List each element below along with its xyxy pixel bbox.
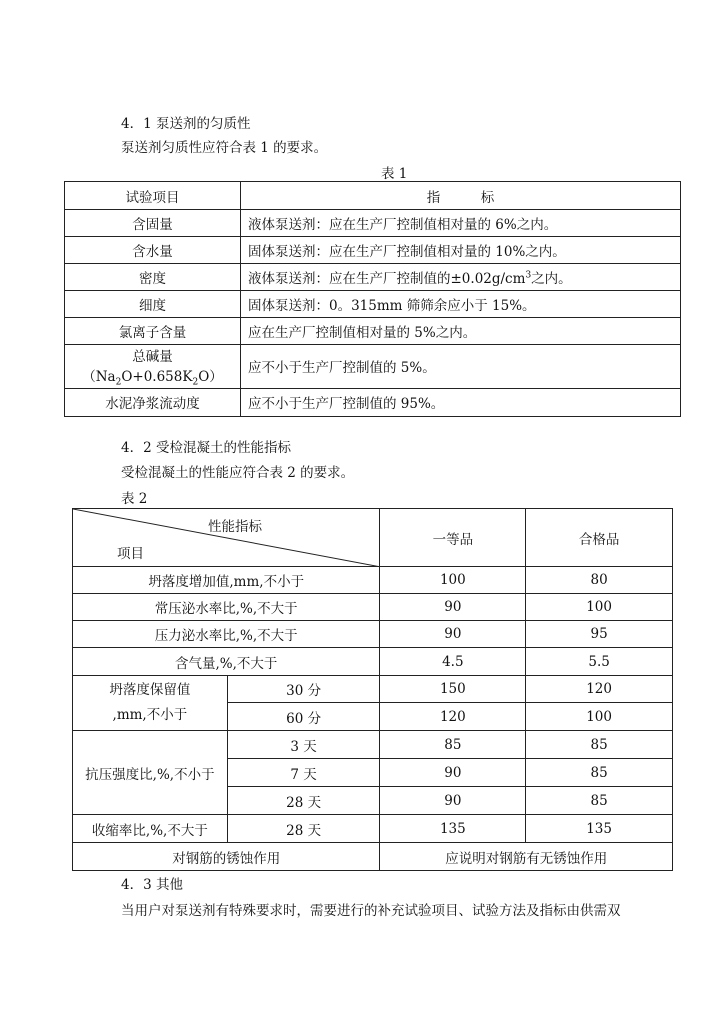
diagonal-header-cell bbox=[73, 509, 380, 567]
table-cell: 常压泌水率比,%,不大于 bbox=[73, 594, 380, 621]
table-cell: 应在生产厂控制值相对量的 5%之内。 bbox=[241, 318, 681, 345]
table-cell: 95 bbox=[526, 621, 673, 648]
table-1 bbox=[64, 181, 681, 417]
header-item: 项目 bbox=[117, 546, 144, 562]
table-cell: 7 天 bbox=[227, 759, 380, 787]
section-text-4-3: 当用户对泵送剂有特殊要求时，需要进行的补充试验项目、试验方法及指标由供需双 bbox=[121, 903, 621, 919]
table-cell: 90 bbox=[380, 759, 526, 787]
table-cell: 85 bbox=[526, 759, 673, 787]
table-cell bbox=[241, 264, 681, 291]
slump-label-line1: 坍落度保留值 bbox=[109, 682, 191, 698]
table-row bbox=[73, 621, 673, 648]
table-row bbox=[73, 676, 673, 703]
table-row bbox=[65, 291, 681, 318]
table-cell: 28 天 bbox=[227, 815, 380, 843]
section-text-4-1: 泵送剂匀质性应符合表 1 的要求。 bbox=[121, 140, 328, 156]
table-header-row bbox=[73, 509, 673, 567]
header-grade-first: 一等品 bbox=[380, 509, 526, 567]
table-cell: 135 bbox=[380, 815, 526, 843]
table-header-cell: 指 标 bbox=[241, 182, 681, 210]
table-header-row bbox=[65, 182, 681, 210]
table-cell: 细度 bbox=[65, 291, 241, 318]
table-row bbox=[65, 388, 681, 416]
cell-text: 之内。 bbox=[531, 271, 572, 287]
table-row bbox=[73, 594, 673, 621]
table-row bbox=[65, 318, 681, 345]
table-cell: 应说明对钢筋有无锈蚀作用 bbox=[380, 843, 673, 871]
table-cell: 85 bbox=[526, 731, 673, 759]
table-row bbox=[73, 648, 673, 676]
slump-label-line2: ,mm,不小于 bbox=[112, 707, 188, 723]
table-cell: 应不小于生产厂控制值的 5%。 bbox=[241, 345, 681, 389]
table-cell: 100 bbox=[526, 594, 673, 621]
table-header-cell: 试验项目 bbox=[65, 182, 241, 210]
table-cell: 90 bbox=[380, 621, 526, 648]
table-cell: 对钢筋的锈蚀作用 bbox=[73, 843, 380, 871]
table-row bbox=[73, 843, 673, 871]
table2-caption: 表 2 bbox=[121, 491, 148, 507]
table-cell: 固体泵送剂：应在生产厂控制值相对量的 10%之内。 bbox=[241, 237, 681, 264]
table-cell: 固体泵送剂：0。315mm 筛筛余应小于 15%。 bbox=[241, 291, 681, 318]
superscript: 3 bbox=[525, 270, 532, 281]
table-cell bbox=[73, 676, 228, 731]
section-text-4-2: 受检混凝土的性能应符合表 2 的要求。 bbox=[121, 465, 355, 481]
table-row bbox=[73, 567, 673, 594]
header-grade-pass: 合格品 bbox=[526, 509, 673, 567]
table-cell: 90 bbox=[380, 594, 526, 621]
table-row bbox=[73, 815, 673, 843]
table-cell: 120 bbox=[526, 676, 673, 703]
table-cell: 氯离子含量 bbox=[65, 318, 241, 345]
table-cell: 120 bbox=[380, 703, 526, 731]
table-row bbox=[73, 731, 673, 759]
table-2 bbox=[72, 508, 673, 871]
table-cell: 5.5 bbox=[526, 648, 673, 676]
table-cell: 60 分 bbox=[227, 703, 380, 731]
table-cell: 水泥净浆流动度 bbox=[65, 388, 241, 416]
table-cell: 坍落度增加值,mm,不小于 bbox=[73, 567, 380, 594]
cell-text: O+0.658K bbox=[121, 369, 193, 385]
table-cell: 80 bbox=[526, 567, 673, 594]
table-cell: 含气量,%,不大于 bbox=[73, 648, 380, 676]
cell-text: O） bbox=[198, 369, 223, 385]
section-heading-4-1: 4．1 泵送剂的匀质性 bbox=[121, 116, 251, 132]
header-performance: 性能指标 bbox=[208, 519, 262, 535]
cell-text: 总碱量（Na bbox=[82, 349, 173, 385]
cell-text: 液体泵送剂：应在生产厂控制值的±0.02g/cm bbox=[248, 271, 526, 287]
table-cell: 4.5 bbox=[380, 648, 526, 676]
table-cell: 85 bbox=[380, 731, 526, 759]
table-cell: 密度 bbox=[65, 264, 241, 291]
table-cell: 液体泵送剂：应在生产厂控制值相对量的 6%之内。 bbox=[241, 210, 681, 237]
table-cell: 应不小于生产厂控制值的 95%。 bbox=[241, 388, 681, 416]
table-cell: 含水量 bbox=[65, 237, 241, 264]
table-cell: 135 bbox=[526, 815, 673, 843]
table-cell: 3 天 bbox=[227, 731, 380, 759]
table-row bbox=[65, 345, 681, 389]
table-cell: 抗压强度比,%,不小于 bbox=[73, 731, 228, 815]
table-cell: 100 bbox=[380, 567, 526, 594]
table-cell: 收缩率比,%,不大于 bbox=[73, 815, 228, 843]
table-cell: 30 分 bbox=[227, 676, 380, 703]
table-row bbox=[65, 210, 681, 237]
table-cell: 压力泌水率比,%,不大于 bbox=[73, 621, 380, 648]
section-heading-4-2: 4．2 受检混凝土的性能指标 bbox=[121, 440, 291, 456]
table-row bbox=[65, 237, 681, 264]
table-cell: 90 bbox=[380, 787, 526, 815]
table-cell: 28 天 bbox=[227, 787, 380, 815]
section-heading-4-3: 4．3 其他 bbox=[121, 877, 183, 893]
table-cell: 85 bbox=[526, 787, 673, 815]
table-row bbox=[65, 264, 681, 291]
table-cell bbox=[65, 345, 241, 389]
subscript: 2 bbox=[115, 377, 122, 388]
table1-caption: 表 1 bbox=[381, 166, 408, 182]
table-cell: 含固量 bbox=[65, 210, 241, 237]
table-cell: 150 bbox=[380, 676, 526, 703]
table-cell: 100 bbox=[526, 703, 673, 731]
subscript: 2 bbox=[192, 377, 199, 388]
